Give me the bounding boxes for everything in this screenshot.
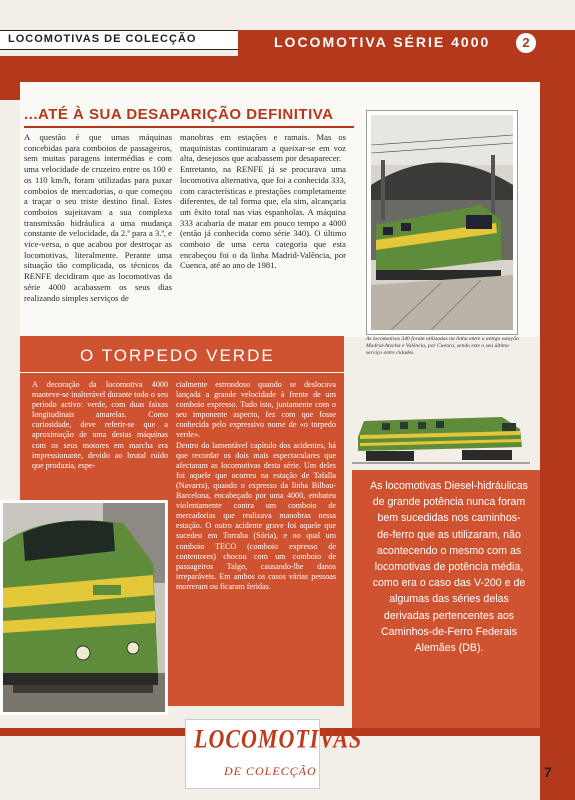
header-right-title: LOCOMOTIVA SÉRIE 4000 xyxy=(274,34,491,50)
section2-title: O TORPEDO VERDE xyxy=(80,346,275,365)
locomotive-front-illustration xyxy=(3,503,165,712)
section2-col1-text: A decoração da locomotiva 4000 manteve-se inalterável durante todo o seu período activo: verde, com duas faixas longitudinais amarelas. Como curiosidade, deve referir-se que a aproximação de uma destas máquinas com os seus motores em marcha era impressionante, devido ao brutal ruído que produzia, espe- xyxy=(32,380,168,470)
section1-column2 xyxy=(180,132,346,271)
header-series-bar xyxy=(0,30,238,50)
section1-rule xyxy=(24,126,354,128)
section1-col1-text: A questão é que umas máquinas concebidas para comboios de passageiros, sem muitas paragens intermédias e com uma velocidade de cruzeiro entre os 100 e os 110 km/h, foram utilizadas para puxar comboios de mercadorias, o que começou a traçar o seu triste destino final. Estes comboios sujeitavam a sua complexa transmissão hidráulica a uma mudança constante de velocidade, da 2.ª para a 3.ª, e vice-versa, o que acabou por destroçar as locomotivas, literalmente. Perante uma situação tão complicada, os técnicos da RENFE decidiram que as locomotivas da série 4000 acabassem os seus dias realizando simples serviços de xyxy=(24,132,172,303)
section1-column1 xyxy=(24,132,172,303)
station-photo xyxy=(366,110,518,335)
sidebar-quote-box xyxy=(352,470,540,732)
sidebar-quote-text: As locomotivas Diesel-hidráulicas de grande potência nunca foram bem sucedidas nos caminhos-de-ferro que as utilizaram, não acontecendo o mesmo com as locomotivas de potência média, como era o caso das V-200 e de algumas das séries delas derivadas pertencentes aos Caminhos-de-Ferro Federais Alemães (DB). xyxy=(370,480,528,655)
collection-logo xyxy=(185,719,363,789)
left-side-band xyxy=(0,56,20,100)
top-band xyxy=(20,56,540,82)
locomotive-front-photo xyxy=(0,500,168,715)
issue-number-badge: 2 xyxy=(516,33,536,53)
locomotive-side-illustration xyxy=(352,395,530,470)
logo-sub-text: DE COLECÇÃO xyxy=(224,764,317,778)
logo-main-text: LOCOMOTIVAS xyxy=(194,723,363,754)
section2-column1 xyxy=(32,380,168,471)
photo-caption: As locomotivas 340 foram utilizadas na linha entre a antiga estação Madrid-Atocha e Valência, por Cuenca, sendo este o seu último serviço entre cidades. xyxy=(366,336,519,356)
header-title-bar xyxy=(238,30,575,56)
section1-title: ...ATÉ À SUA DESAPARIÇÃO DEFINITIVA xyxy=(24,106,334,123)
header-left-title: LOCOMOTIVAS DE COLECÇÃO xyxy=(8,33,197,45)
section2-rule xyxy=(20,372,344,373)
page-number: 7 xyxy=(544,764,552,780)
section1-col2b-text: Entretanto, na RENFE já se procurava uma locomotiva alternativa, que foi a conhecida 333, com características e prestações completamente diferentes, de tal forma que, ela sim, alcançaria um êxito total nas vias espanholas. A máquina 333 acabaria de matar em pouco tempo a 4000 (então já conhecida como série 340). O último comboio de uma certa categoria que esta encabeçou foi o da linha Madrid-Valência, por Cuenca, até ao ano de 1981. xyxy=(180,164,346,271)
right-side-band xyxy=(540,56,575,800)
section2-column2 xyxy=(176,380,336,592)
section2-col2b-text: Dentro do lamentável capítulo dos acidentes, há que recordar os dois mais espectaculares que afectaram as locomotivas desta série. Um deles foi aquele que ocorreu na estação de Tafalla (Navarra), quando o expresso da linha Bilbau-Barcelona, encabeçado por uma 4000, embateu violentamente contra um comboio de mercadorias que realizava manobras nessa estação. O outro acidente grave foi aquele que sucedeu em Torraba (Sória), e no qual um comboio TECO (comboio expresso de contentores) chocou com um comboio de passageiros Talgo, causando-lhe danos irreparáveis. Em ambos os casos várias pessoas morreram ou ficaram feridas. xyxy=(176,440,336,591)
section1-col2a-text: manobras em estações e ramais. Mas os maquinistas continuaram a queixar-se em voz alta, desejosos que acabassem por desaparecer. xyxy=(180,132,346,164)
locomotive-side-photo xyxy=(352,395,530,470)
station-photo-illustration xyxy=(371,115,513,330)
section2-col2a-text: cialmente estrondoso quando se deslocava lançada a grande velocidade à frente de um comboio expresso. Tudo isto, juntamente com o seu imponente aspecto, fez com que fosse conhecida pelo expressivo nome de «o torpedo verde». xyxy=(176,380,336,440)
